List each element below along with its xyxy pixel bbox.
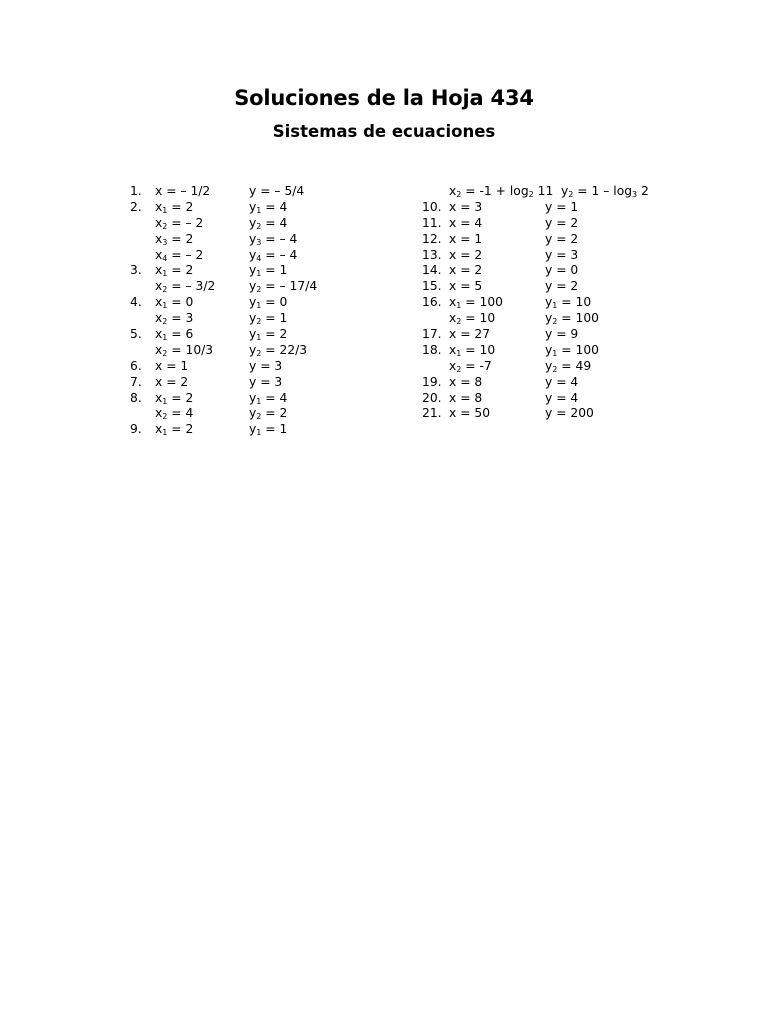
- x-value: x = 4: [449, 215, 483, 230]
- item-number: 16.: [422, 295, 442, 310]
- y-value: $y_2 = 2$: [249, 406, 288, 422]
- x-value: x = – 1/2: [155, 184, 211, 198]
- x-value: $x_2 = 4$: [155, 406, 194, 422]
- x-value: $x_4$ = – 2: [155, 247, 204, 263]
- y-value: $y_2 = 1 - \log_3 2$: [561, 184, 649, 199]
- item-number: 7.: [130, 374, 142, 389]
- y-value: $y_2 = 4$: [249, 215, 288, 231]
- item-number: 18.: [422, 342, 442, 357]
- x-value: $x_2 = 10$: [449, 311, 496, 327]
- y-value: y = 3: [545, 247, 579, 262]
- page-title: Soluciones de la Hoja 434: [234, 86, 534, 110]
- y-value: $y_1 = 4$: [249, 390, 288, 406]
- y-value: $y_3$ = – 4: [249, 231, 298, 247]
- y-value: y = 200: [545, 406, 594, 421]
- x-value: $x_2 = -1 + \log_2 11$: [449, 184, 554, 199]
- y-value: y = 2: [545, 215, 579, 230]
- y-value: $y_1 = 1$: [249, 422, 288, 438]
- item-number: 11.: [422, 215, 442, 230]
- x-value: $x_1 = 0$: [155, 295, 194, 311]
- item-number: 19.: [422, 374, 442, 389]
- y-value: $y_1 = 10$: [545, 295, 592, 311]
- y-value: y = 1: [545, 199, 579, 214]
- item-number: 6.: [130, 358, 142, 373]
- x-value: $x_1 = 2$: [155, 263, 194, 279]
- x-value: $x_1 = 2$: [155, 422, 194, 438]
- y-value: y = – 5/4: [249, 184, 305, 198]
- y-value: $y_2 = 100$: [545, 311, 599, 327]
- item-number: 14.: [422, 263, 442, 278]
- x-value: x = 1: [449, 231, 483, 246]
- x-value: x = 1: [155, 358, 189, 373]
- y-value: $y_4$ = – 4: [249, 247, 298, 263]
- item-number: 13.: [422, 247, 442, 262]
- x-value: $x_1 = 100$: [449, 295, 503, 311]
- y-value: y = 2: [545, 279, 579, 294]
- y-value: $y_1 = 0$: [249, 295, 288, 311]
- y-value: y = 9: [545, 327, 579, 342]
- x-value: $x_2$ = – 2: [155, 215, 204, 231]
- x-value: $x_3 = 2$: [155, 231, 194, 247]
- x-value: $x_2 = 10/3$: [155, 342, 214, 358]
- y-value: y = 3: [249, 374, 283, 389]
- y-value: $y_1 = 4$: [249, 199, 288, 215]
- y-value: $y_2 = 22/3$: [249, 342, 308, 358]
- item-number: 21.: [422, 406, 442, 421]
- x-value: $x_2$ = – 3/2: [155, 279, 216, 295]
- page-subtitle: Sistemas de ecuaciones: [272, 122, 496, 141]
- x-value: x = 2: [449, 263, 483, 278]
- x-value: $x_1 = 2$: [155, 199, 194, 215]
- x-value: x = 2: [449, 247, 483, 262]
- y-value: y = 2: [545, 231, 579, 246]
- item-number: 12.: [422, 231, 442, 246]
- x-value: $x_2 = -7$: [449, 358, 492, 374]
- y-value: y = 4: [545, 374, 579, 389]
- item-number: 2.: [130, 199, 142, 214]
- y-value: y = 0: [545, 263, 579, 278]
- x-value: $x_1 = 2$: [155, 390, 194, 406]
- y-value: y = 3: [249, 358, 283, 373]
- x-value: $x_1 = 6$: [155, 327, 194, 343]
- item-number: 9.: [130, 422, 142, 437]
- item-number: 15.: [422, 279, 442, 294]
- item-number: 8.: [130, 390, 142, 405]
- item-number: 20.: [422, 390, 442, 405]
- y-value: y = 4: [545, 390, 579, 405]
- item-number: 10.: [422, 199, 442, 214]
- y-value: $y_1 = 1$: [249, 263, 288, 279]
- y-value: $y_1 = 100$: [545, 342, 599, 358]
- x-value: x = 3: [449, 199, 483, 214]
- x-value: x = 27: [449, 327, 491, 342]
- x-value: x = 8: [449, 390, 483, 405]
- item-number: 4.: [130, 295, 142, 310]
- x-value: x = 2: [155, 374, 189, 389]
- y-value: $y_2 = 1$: [249, 311, 288, 327]
- item-number: 3.: [130, 263, 142, 278]
- y-value: $y_1 = 2$: [249, 327, 288, 343]
- x-value: x = 5: [449, 279, 483, 294]
- y-value: $y_2 = 49$: [545, 358, 592, 374]
- x-value: x = 8: [449, 374, 483, 389]
- item-number: 5.: [130, 327, 142, 342]
- item-number: 17.: [422, 327, 442, 342]
- item-number: 1.: [130, 184, 142, 198]
- x-value: x = 50: [449, 406, 491, 421]
- y-value: $y_2$ = – 17/4: [249, 279, 318, 295]
- x-value: $x_1 = 10$: [449, 342, 496, 358]
- x-value: $x_2 = 3$: [155, 311, 194, 327]
